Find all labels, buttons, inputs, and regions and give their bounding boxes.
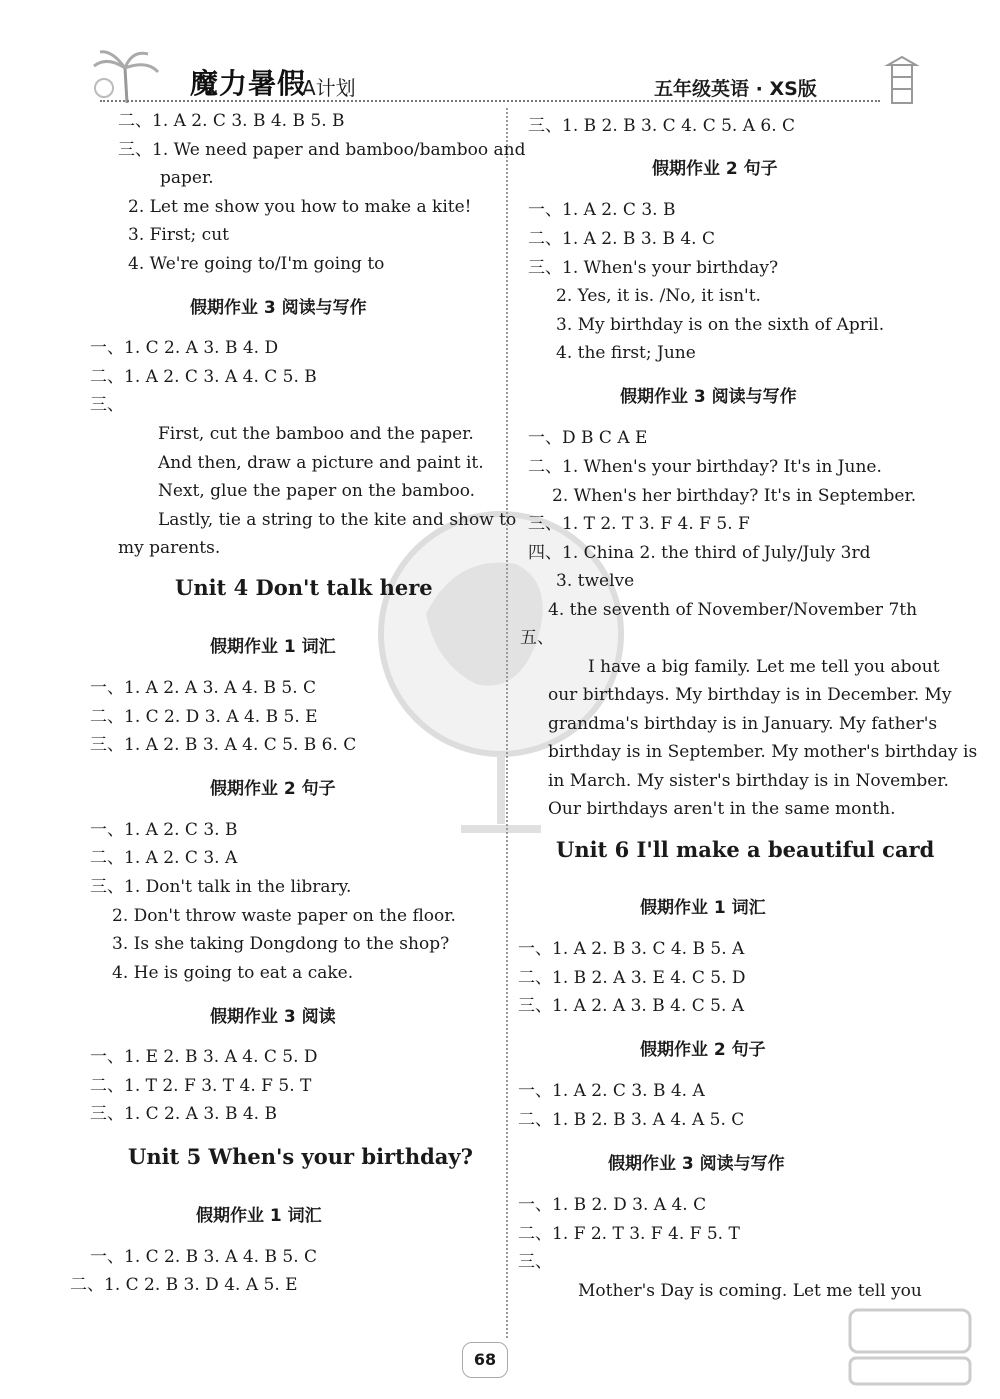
answer-line: my parents. xyxy=(118,538,221,558)
unit-heading: Unit 4 Don't talk here xyxy=(175,575,433,600)
answer-line: 二、1. When's your birthday? It's in June. xyxy=(528,457,882,477)
answer-line: 2. Yes, it is. /No, it isn't. xyxy=(556,286,761,306)
section-heading: 假期作业 1 词汇 xyxy=(196,1206,322,1226)
section-heading: 假期作业 3 阅读与写作 xyxy=(608,1154,785,1174)
answer-line: 3. twelve xyxy=(556,571,635,591)
answer-line: 三、1. When's your birthday? xyxy=(528,258,779,278)
answer-line: paper. xyxy=(160,168,214,188)
answer-line: 三、1. B 2. B 3. C 4. C 5. A 6. C xyxy=(528,116,796,136)
answer-line: 一、1. B 2. D 3. A 4. C xyxy=(518,1195,707,1215)
answer-line: 一、1. C 2. B 3. A 4. B 5. C xyxy=(90,1247,318,1267)
answer-line: 三、1. A 2. A 3. B 4. C 5. A xyxy=(518,996,745,1016)
answer-line: 4. He is going to eat a cake. xyxy=(112,963,354,983)
answer-line: 一、1. A 2. B 3. C 4. B 5. A xyxy=(518,939,745,959)
answer-line: 二、1. T 2. F 3. T 4. F 5. T xyxy=(90,1076,312,1096)
lighthouse-icon xyxy=(878,55,926,105)
logo-subtitle: A计划 xyxy=(302,76,356,100)
answer-line: First, cut the bamboo and the paper. xyxy=(158,424,474,444)
header-rule xyxy=(100,100,880,102)
answer-line: 二、1. A 2. C 3. B 4. B 5. B xyxy=(118,111,345,131)
answer-line: our birthdays. My birthday is in December. My xyxy=(548,685,952,705)
answer-line: 一、D B C A E xyxy=(528,428,648,448)
answer-line: in March. My sister's birthday is in November. xyxy=(548,771,949,791)
section-heading: 假期作业 2 句子 xyxy=(640,1040,766,1060)
page-number: 68 xyxy=(462,1342,508,1378)
answer-line: 一、1. A 2. C 3. B xyxy=(528,200,676,220)
answer-line: Next, glue the paper on the bamboo. xyxy=(158,481,476,501)
answer-line: grandma's birthday is in January. My father's xyxy=(548,714,938,734)
palm-tree-icon xyxy=(92,48,162,103)
answer-line: 二、1. C 2. B 3. D 4. A 5. E xyxy=(70,1275,298,1295)
answer-line: 4. the first; June xyxy=(556,343,696,363)
section-heading: 假期作业 2 句子 xyxy=(210,779,336,799)
answer-line: 三、1. Don't talk in the library. xyxy=(90,877,352,897)
section-heading: 假期作业 1 词汇 xyxy=(640,898,766,918)
answer-line: 二、1. A 2. B 3. B 4. C xyxy=(528,229,715,249)
answer-line: 二、1. C 2. D 3. A 4. B 5. E xyxy=(90,707,318,727)
answer-line: 4. We're going to/I'm going to xyxy=(128,254,385,274)
section-heading: 假期作业 3 阅读与写作 xyxy=(620,387,797,407)
section-heading: 假期作业 2 句子 xyxy=(652,159,778,179)
answer-line: 二、1. B 2. B 3. A 4. A 5. C xyxy=(518,1110,745,1130)
logo-title: 魔力暑假 xyxy=(190,67,307,100)
answer-line: 四、1. China 2. the third of July/July 3rd xyxy=(528,543,871,563)
page-header xyxy=(0,0,1000,108)
answer-line: birthday is in September. My mother's birthday is xyxy=(548,742,978,762)
answer-line: 五、 xyxy=(520,628,554,648)
answer-line: 三、1. A 2. B 3. A 4. C 5. B 6. C xyxy=(90,735,357,755)
answer-line: 二、1. F 2. T 3. F 4. F 5. T xyxy=(518,1224,740,1244)
answer-line: 3. My birthday is on the sixth of April. xyxy=(556,315,885,335)
answer-line: 3. First; cut xyxy=(128,225,229,245)
answer-line: 一、1. A 2. C 3. B xyxy=(90,820,238,840)
answer-line: 二、1. B 2. A 3. E 4. C 5. D xyxy=(518,968,746,988)
answer-line: 二、1. A 2. C 3. A xyxy=(90,848,238,868)
answer-site-watermark-icon xyxy=(846,1300,976,1390)
book-title: 五年级英语 · XS版 xyxy=(654,78,817,100)
answer-line: 2. Don't throw waste paper on the floor. xyxy=(112,906,456,926)
answer-line: 二、1. A 2. C 3. A 4. C 5. B xyxy=(90,367,317,387)
answer-line: 3. Is she taking Dongdong to the shop? xyxy=(112,934,450,954)
answer-line: 4. the seventh of November/November 7th xyxy=(548,600,918,620)
answer-line: 一、1. C 2. A 3. B 4. D xyxy=(90,338,279,358)
answer-line: 三、 xyxy=(90,395,124,415)
column-divider xyxy=(506,108,508,1338)
answer-line: 一、1. A 2. A 3. A 4. B 5. C xyxy=(90,678,317,698)
section-heading: 假期作业 1 词汇 xyxy=(210,637,336,657)
answer-line: And then, draw a picture and paint it. xyxy=(158,453,484,473)
answer-line: Our birthdays aren't in the same month. xyxy=(548,799,896,819)
answer-line: 2. When's her birthday? It's in September. xyxy=(552,486,917,506)
answer-line: I have a big family. Let me tell you about xyxy=(588,657,940,677)
answer-line: Mother's Day is coming. Let me tell you xyxy=(578,1281,922,1301)
answer-line: 三、1. C 2. A 3. B 4. B xyxy=(90,1104,277,1124)
answer-line: 三、1. T 2. T 3. F 4. F 5. F xyxy=(528,514,750,534)
answer-line: 一、1. E 2. B 3. A 4. C 5. D xyxy=(90,1047,318,1067)
answer-line: Lastly, tie a string to the kite and show to xyxy=(158,510,517,530)
section-heading: 假期作业 3 阅读 xyxy=(210,1007,336,1027)
answer-line: 三、 xyxy=(518,1252,552,1272)
section-heading: 假期作业 3 阅读与写作 xyxy=(190,298,367,318)
unit-heading: Unit 6 I'll make a beautiful card xyxy=(556,837,935,862)
answer-line: 一、1. A 2. C 3. B 4. A xyxy=(518,1081,705,1101)
unit-heading: Unit 5 When's your birthday? xyxy=(128,1144,473,1169)
answer-line: 2. Let me show you how to make a kite! xyxy=(128,197,472,217)
answer-line: 三、1. We need paper and bamboo/bamboo and xyxy=(118,140,526,160)
